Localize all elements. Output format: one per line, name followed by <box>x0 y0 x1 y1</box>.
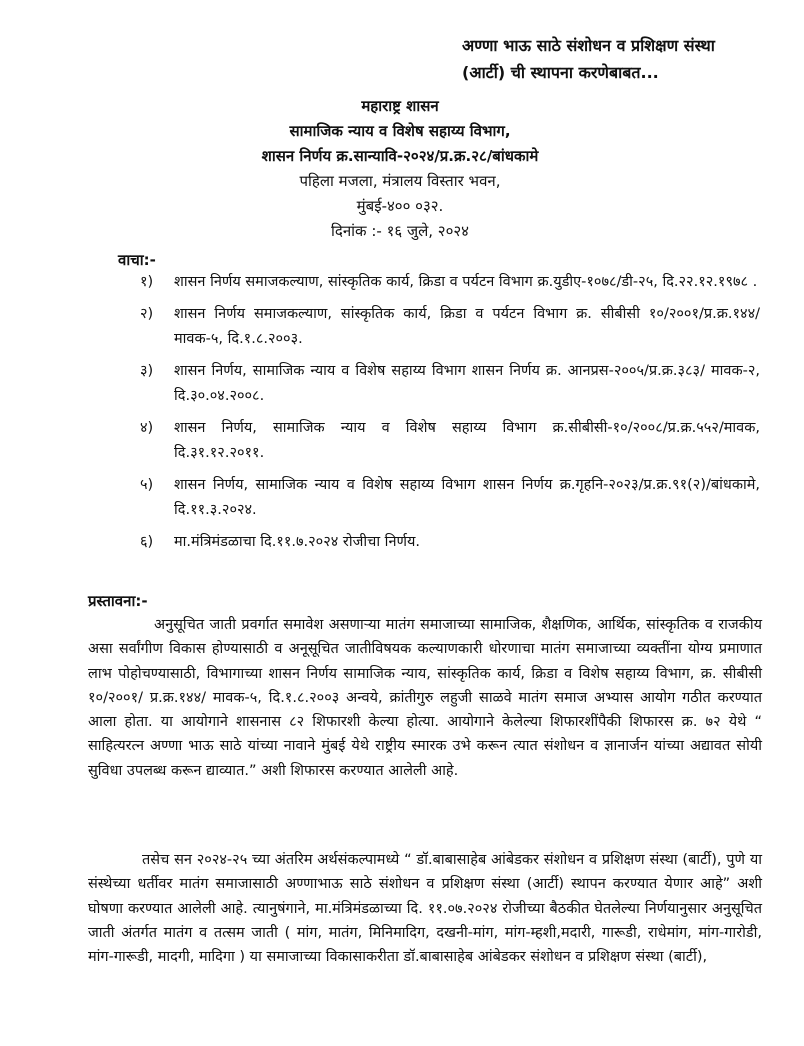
reference-item <box>140 473 760 523</box>
subject-line-1: अण्णा भाऊ साठे संशोधन व प्रशिक्षण संस्था <box>462 36 715 55</box>
reference-number: ५) <box>140 477 154 493</box>
reference-number: २) <box>140 306 154 322</box>
reference-item <box>140 530 760 555</box>
reference-text: शासन निर्णय, सामाजिक न्याय व विशेष सहाय्य विभाग शासन निर्णय क्र. आनप्रस-२००५/प्र.क्र.३८३/ मावक-२, दि.३०.०४.२००८. <box>174 363 760 404</box>
reference-text: शासन निर्णय समाजकल्याण, सांस्कृतिक कार्य, क्रिडा व पर्यटन विभाग क्र.युडीए-१०७८/डी-२५, दि.२२.१२.१९७८ . <box>174 274 758 290</box>
reference-item <box>140 302 760 352</box>
reference-number: १) <box>140 274 154 290</box>
resolution-date: दिनांक :- १६ जुले, २०२४ <box>331 222 469 240</box>
resolution-number: शासन निर्णय क्र.सान्यावि-२०२४/प्र.क्र.२८/बांधकामे <box>261 147 539 165</box>
reference-number: ६) <box>140 534 154 550</box>
reference-item <box>140 416 760 466</box>
government-header <box>150 94 650 244</box>
introduction-paragraph-2: तसेच सन २०२४-२५ च्या अंतरिम अर्थसंकल्पामध्ये “ डॉ.बाबासाहेब आंबेडकर संशोधन व प्रशिक्षण संस्था (बार्टी), पुणे या संस्थेच्या धर्तीवर मातंग समाजासाठी अण्णाभाऊ साठे संशोधन व प्रशिक्षण संस्था (आर्टी) स्थापन करण्यात येणार आहे” अशी घोषणा करण्यात आलेली आहे. त्यानुषंगाने, मा.मंत्रिमंडळाच्या दि. ११.०७.२०२४ रोजीच्या बैठकीत घेतलेल्या निर्णयानुसार अनुसूचित जाती अंतर्गत मातंग व तत्सम जाती ( मांग, मातंग, मिनिमादिग, दखनी-मांग, मांग-म्हशी,मदारी, गारूडी, राधेमांग, मांग-गारोडी, मांग-गारूडी, मादगी, मादिगा ) या समाजाच्या विकासाकरीता डॉ.बाबासाहेब आंबेडकर संशोधन व प्रशिक्षण संस्था (बार्टी), <box>88 852 762 966</box>
read-heading: वाचा:- <box>118 251 156 269</box>
introduction-heading: प्रस्तावना:- <box>88 592 148 610</box>
reference-text: मा.मंत्रिमंडळाचा दि.११.७.२०२४ रोजीचा निर्णय. <box>174 534 420 550</box>
address-line-2: मुंबई-४०० ०३२. <box>356 197 444 215</box>
reference-number: ४) <box>140 420 154 436</box>
reference-number: ३) <box>140 363 154 379</box>
reference-item <box>140 270 760 295</box>
address-line-1: पहिला मजला, मंत्रालय विस्तार भवन, <box>299 172 501 190</box>
government-name: महाराष्ट्र शासन <box>361 97 439 115</box>
department-name: सामाजिक न्याय व विशेष सहाय्य विभाग, <box>289 122 511 140</box>
reference-text: शासन निर्णय, सामाजिक न्याय व विशेष सहाय्य विभाग शासन निर्णय क्र.गृहनि-२०२३/प्र.क्र.९१(२)/बांधकामे, दि.११.३.२०२४. <box>174 477 760 518</box>
subject-heading <box>462 32 782 86</box>
reference-text: शासन निर्णय समाजकल्याण, सांस्कृतिक कार्य, क्रिडा व पर्यटन विभाग क्र. सीबीसी १०/२००१/प्र.क्र.१४४/मावक-५, दि.१.८.२००३. <box>174 306 760 347</box>
reference-text: शासन निर्णय, सामाजिक न्याय व विशेष सहाय्य विभाग क्र.सीबीसी-१०/२००८/प्र.क्र.५५२/मावक, दि.३१.१२.२०११. <box>174 420 760 461</box>
subject-line-2: (आर्टी) ची स्थापना करणेबाबत... <box>462 63 659 82</box>
reference-list <box>140 270 760 562</box>
reference-item <box>140 359 760 409</box>
introduction-paragraph-1: अनुसूचित जाती प्रवर्गात समावेश असणाऱ्या मातंग समाजाच्या सामाजिक, शैक्षणिक, आर्थिक, सांस्कृतिक व राजकीय असा सर्वांगीण विकास होण्यासाठी व अनूसूचित जातीविषयक कल्याणकारी धोरणाचा मातंग समाजाच्या व्यक्तींना योग्य प्रमाणात लाभ पोहोचण्यासाठी, विभागाच्या शासन निर्णय सामाजिक न्याय, सांस्कृतिक कार्य, क्रिडा व विशेष सहाय्य विभाग, क्र. सीबीसी १०/२००१/ प्र.क्र.१४४/ मावक-५, दि.१.८.२००३ अन्वये, क्रांतीगुरु लहुजी साळवे मातंग समाज अभ्यास आयोग गठीत करण्यात आला होता. या आयोगाने शासनास ८२ शिफारशी केल्या होत्या. आयोगाने केलेल्या शिफारशींपैकी शिफारस क्र. ७२ येथे “ साहित्यरत्न अण्णा भाऊ साठे यांच्या नावाने मुंबई येथे राष्ट्रीय स्मारक उभे करून त्यात संशोधन व ज्ञानार्जन यांच्या अद्यावत सोयी सुविधा उपलब्ध करून द्याव्यात.” अशी शिफारस करण्यात आलेली आहे. <box>88 617 762 779</box>
